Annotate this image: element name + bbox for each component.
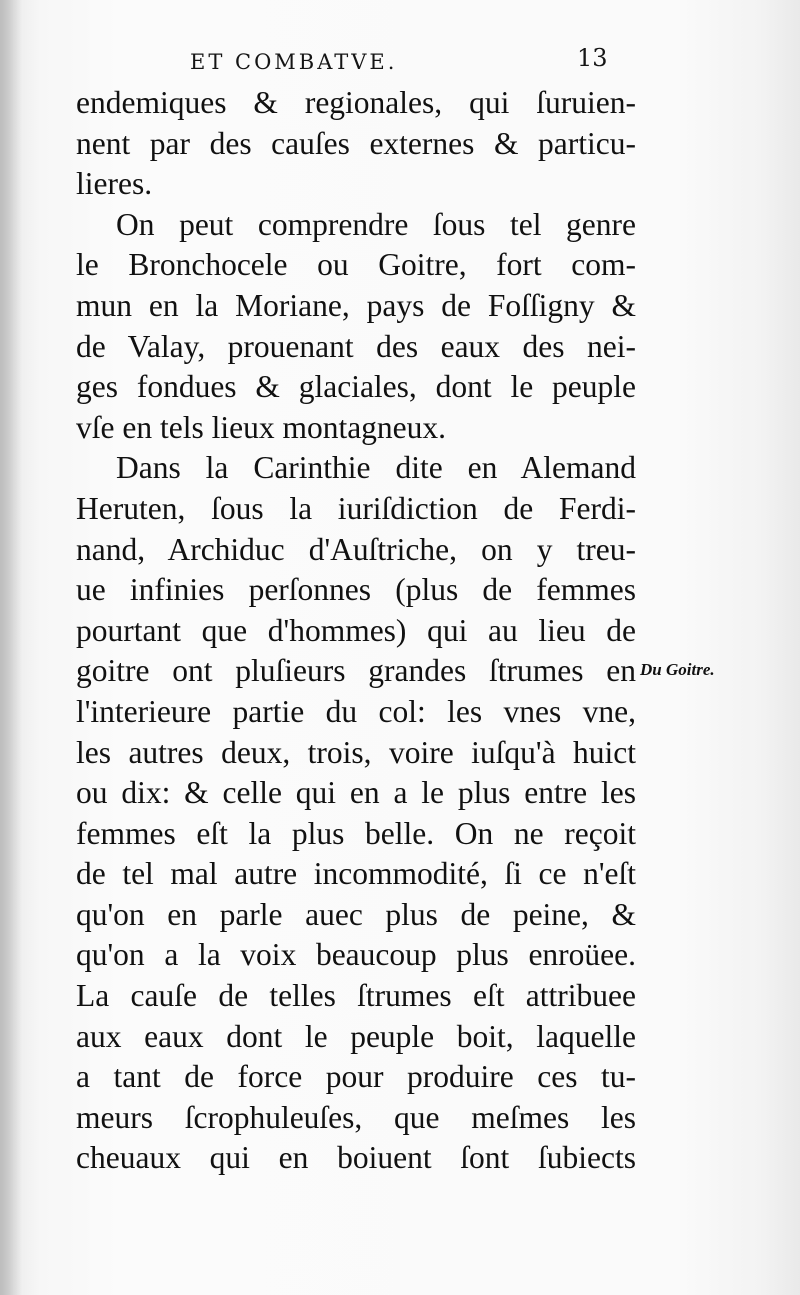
text-line: qu'on a la voix beaucoup plus enroüee. [76,937,636,973]
page-gutter-shadow [0,0,22,1295]
text-line: qu'on en parle auec plus de peine, & [76,896,636,932]
page-number: 13 [577,44,608,72]
text-line: pourtant que d'hommes) qui au lieu de [76,612,636,648]
text-line: a tant de force pour produire ces tu- [76,1059,636,1095]
text-line: lieres. [76,166,153,202]
text-line: ou dix: & celle qui en a le plus entre les [76,775,636,811]
text-line: de tel mal autre incommodité, ſi ce n'eſt [76,856,636,892]
body-text [76,83,636,1179]
text-line: Heruten, ſous la iuriſdiction de Ferdi- [76,490,636,526]
text-line: aux eaux dont le peuple boit, laquelle [76,1018,636,1054]
text-line: les autres deux, trois, voire iuſqu'à huict [76,734,636,770]
text-line: ue infinies perſonnes (plus de femmes [76,572,636,608]
text-line: femmes eſt la plus belle. On ne reçoit [76,815,636,851]
text-line: cheuaux qui en boiuent ſont ſubiects [76,1140,636,1176]
running-title: ET COMBATVE. [190,50,398,74]
text-line: ges fondues & glaciales, dont le peuple [76,369,636,405]
text-line: mun en la Moriane, pays de Foſſigny & [76,287,636,323]
text-line: nand, Archiduc d'Auſtriche, on y treu- [76,531,636,567]
text-line: endemiques & regionales, qui ſuruien- [76,85,636,120]
text-line: le Bronchocele ou Goitre, fort com- [76,247,636,283]
paragraph-start: Dans la Carinthie dite en Alemand [116,450,636,486]
text-line: de Valay, prouenant des eaux des nei- [76,328,636,364]
text-line: l'interieure partie du col: les vnes vne, [76,693,636,729]
text-line: meurs ſcrophuleuſes, que meſmes les [76,1099,636,1135]
text-line: goitre ont pluſieurs grandes ſtrumes en [76,653,636,689]
margin-note: Du Goitre. [640,660,715,679]
paragraph-start: On peut comprendre ſous tel genre [116,206,636,242]
text-line: La cauſe de telles ſtrumes eſt attribuee [76,978,636,1014]
text-line: nent par des cauſes externes & particu- [76,125,636,161]
text-line: vſe en tels lieux montagneux. [76,409,447,445]
